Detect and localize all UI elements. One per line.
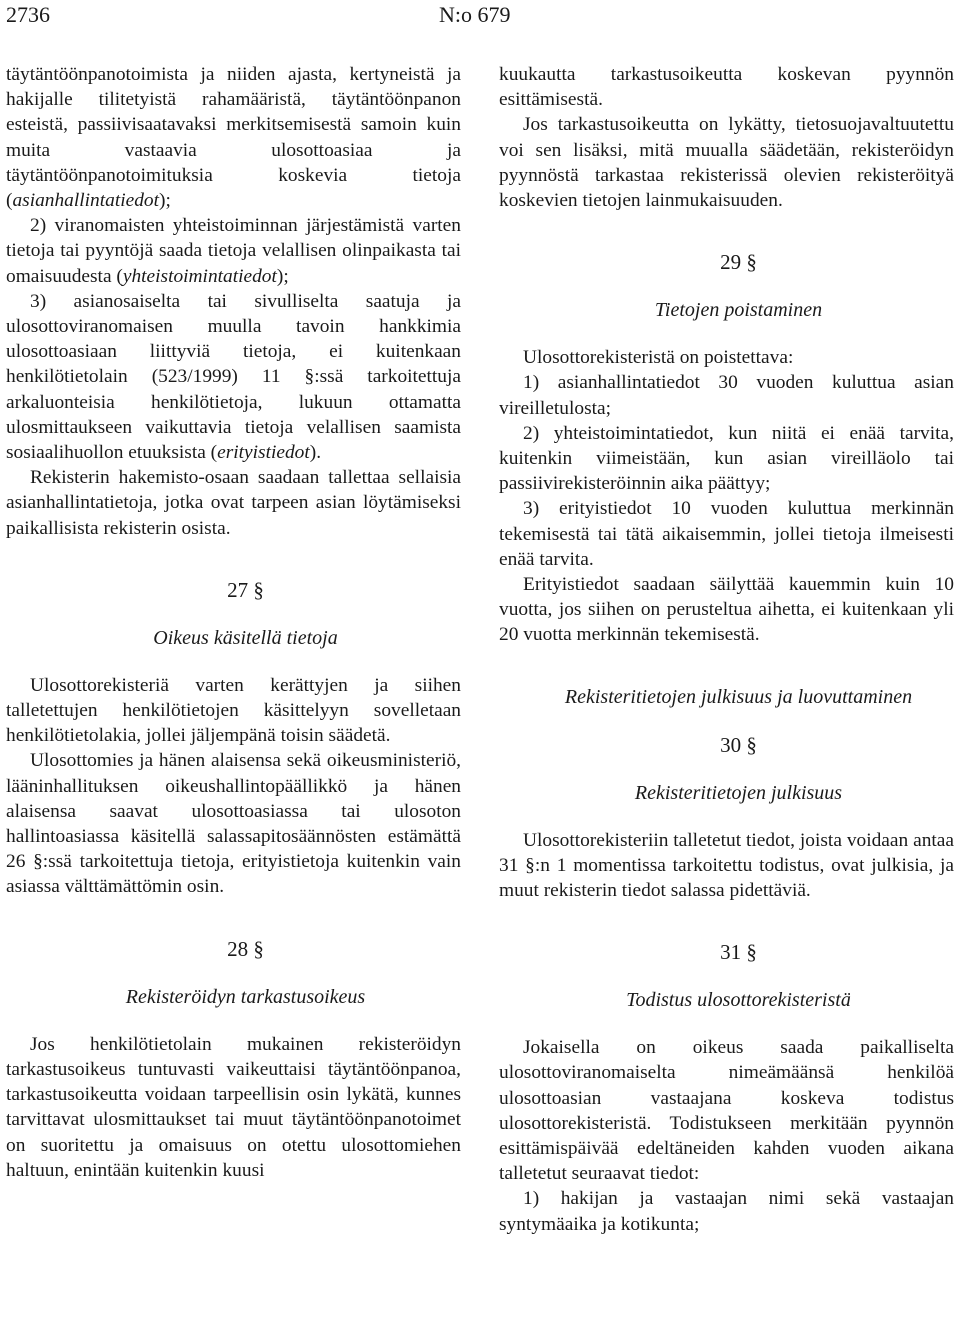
text: 3) asianosaiselta tai sivulliselta saatuja ja ulosottoviranomaisen muulla tavoin hankkimia ulosottoasiaan liittyviä tietoja, ei kuitenkaan henkilötietolain (523/1999) 11 §:ssä tarkoitettuja arkaluonteisia henkilötietoja, lukuun ottamatta ulosmittaukseen vaikuttavia tietoja velallisen saamista sosiaalihuollon etuuksista ( (6, 290, 461, 464)
list-item-3 (6, 289, 461, 465)
section-31-title: Todistus ulosottorekisteristä (626, 989, 851, 1012)
section-27-title: Oikeus käsitellä tietoja (153, 626, 338, 649)
text: ); (158, 190, 171, 212)
paragraph-intro (6, 62, 461, 213)
section-29-paragraph-1: Ulosottorekisteristä on poistettava: (523, 347, 794, 369)
section-31-number: 31 § (720, 940, 757, 965)
section-30-paragraph-1: Ulosottorekisteriin talletetut tiedot, joista voidaan antaa 31 §:n 1 momentissa tarkoitettu todistus, ovat julkisia, ja muut rekisterin tiedot salassa pidettäviä. (499, 829, 954, 902)
term: asianhallintatiedot (12, 190, 159, 212)
paragraph-continued: kuukautta tarkastusoikeutta koskevan pyynnön esittämisestä. (499, 64, 954, 111)
right-column (499, 62, 954, 1237)
section-27-number: 27 § (227, 577, 264, 602)
section-31-paragraph-1: Jokaisella on oikeus saada paikalliselta ulosottoviranomaiselta nimeämäänsä henkilöä ulosottoasian vastaajana koskeva todistus ulosottorekisteristä. Todistukseen merkitään pyynnön esittämispäivää edeltäneiden kahden vuoden aikana talletetut seuraavat tiedot: (499, 1037, 954, 1185)
text: ); (276, 265, 289, 287)
text: täytäntöönpanotoimista ja niiden ajasta, kertyneistä ja hakijalle tilitetyistä rahamääristä, täytäntöönpanon esteistä, passiivisaatavaksi merkitsemisestä samoin kuin muita vastaavia ulosottoasiaa ja täytäntöönpanotoimituksia koskevia tietoja ( (6, 64, 461, 212)
page-number: 2736 (6, 2, 50, 27)
section-29-item-1: 1) asianhallintatiedot 30 vuoden kuluttua asian vireilletulosta; (499, 372, 954, 419)
section-30-title: Rekisteritietojen julkisuus (634, 781, 843, 804)
text: ). (309, 442, 322, 464)
section-28-title: Rekisteröidyn tarkastusoikeus (125, 985, 366, 1008)
section-29-title: Tietojen poistaminen (654, 299, 823, 322)
text: 2) viranomaisten yhteistoiminnan järjestämistä varten tietoja tai pyyntöjä saada tietoja velallisen olinpaikasta tai omaisuudesta ( (6, 215, 461, 287)
section-28-number: 28 § (227, 936, 264, 961)
section-30-number: 30 § (720, 732, 757, 757)
term: yhteistoimintatiedot (122, 265, 277, 287)
section-29-number: 29 § (720, 250, 757, 275)
section-29-item-2: 2) yhteistoimintatiedot, kun niitä ei enää tarvita, kuitenkin viimeistään, kun asian vireilläolo tai passiivirekisteröinnin aika päättyy; (499, 422, 954, 495)
list-item-2 (6, 213, 461, 289)
section-27-paragraph-1: Ulosottorekisteriä varten kerättyjen ja siihen talletettujen henkilötietojen käsittelyyn sovelletaan henkilötietolakia, jollei jäljempänä toisin säädetä. (6, 674, 461, 747)
page-header (6, 0, 954, 30)
left-column (6, 62, 461, 1183)
section-31-item-1: 1) hakijan ja vastaajan nimi sekä vastaajan syntymäaika ja kotikunta; (499, 1188, 954, 1235)
chapter-title: Rekisteritietojen julkisuus ja luovuttaminen (564, 685, 913, 708)
paragraph-hakemisto: Rekisterin hakemisto-osaan saadaan tallettaa sellaisia asianhallintatietoja, jotka ovat tarpeen asian löytämiseksi paikallisista rekisterin osista. (6, 467, 461, 539)
section-27-paragraph-2: Ulosottomies ja hänen alaisensa sekä oikeusministeriö, lääninhallituksen oikeushallintopäällikkö ja hänen alaisensa saavat ulosottoasiassa tai ulosoton hallintoasiassa käsitellä salassapitosäännösten estämättä 26 §:ssä tarkoitettuja tietoja, erityistietoja kuitenkin vain asiassa välttämättömin osin. (6, 750, 461, 898)
section-29-item-3: 3) erityistiedot 10 vuoden kuluttua merkinnän tekemisestä tai tätä aikaisemmin, jollei tietoja ilmeisesti enää tarvita. (499, 498, 954, 570)
issue-number: N:o 679 (439, 2, 511, 27)
section-29-paragraph-2: Erityistiedot saadaan säilyttää kauemmin kuin 10 vuotta, jos siihen on perusteltua aihetta, ei kuitenkaan yli 20 vuotta merkinnän tekemisestä. (499, 574, 954, 646)
section-28-paragraph-1: Jos henkilötietolain mukainen rekisteröidyn tarkastusoikeus tuntuvasti vaikeuttaisi täytäntöönpanoa, tarkastusoikeutta voidaan tarpeellisin osin lykätä, kunnes tarvittavat ulosmittaukset tai muut täytäntöönpanotoimet on suoritettu ja omaisuus on otettu ulosottomiehen haltuun, enintään kuitenkin kuusi (6, 1033, 461, 1181)
paragraph-lykatty: Jos tarkastusoikeutta on lykätty, tietosuojavaltuutettu voi sen lisäksi, mitä muualla säädetään, rekisteröidyn pyynnöstä tarkastaa rekisterissä olevien rekisteröityä koskevien tietojen lainmukaisuuden. (499, 114, 954, 212)
term: erityistiedot (217, 442, 310, 464)
